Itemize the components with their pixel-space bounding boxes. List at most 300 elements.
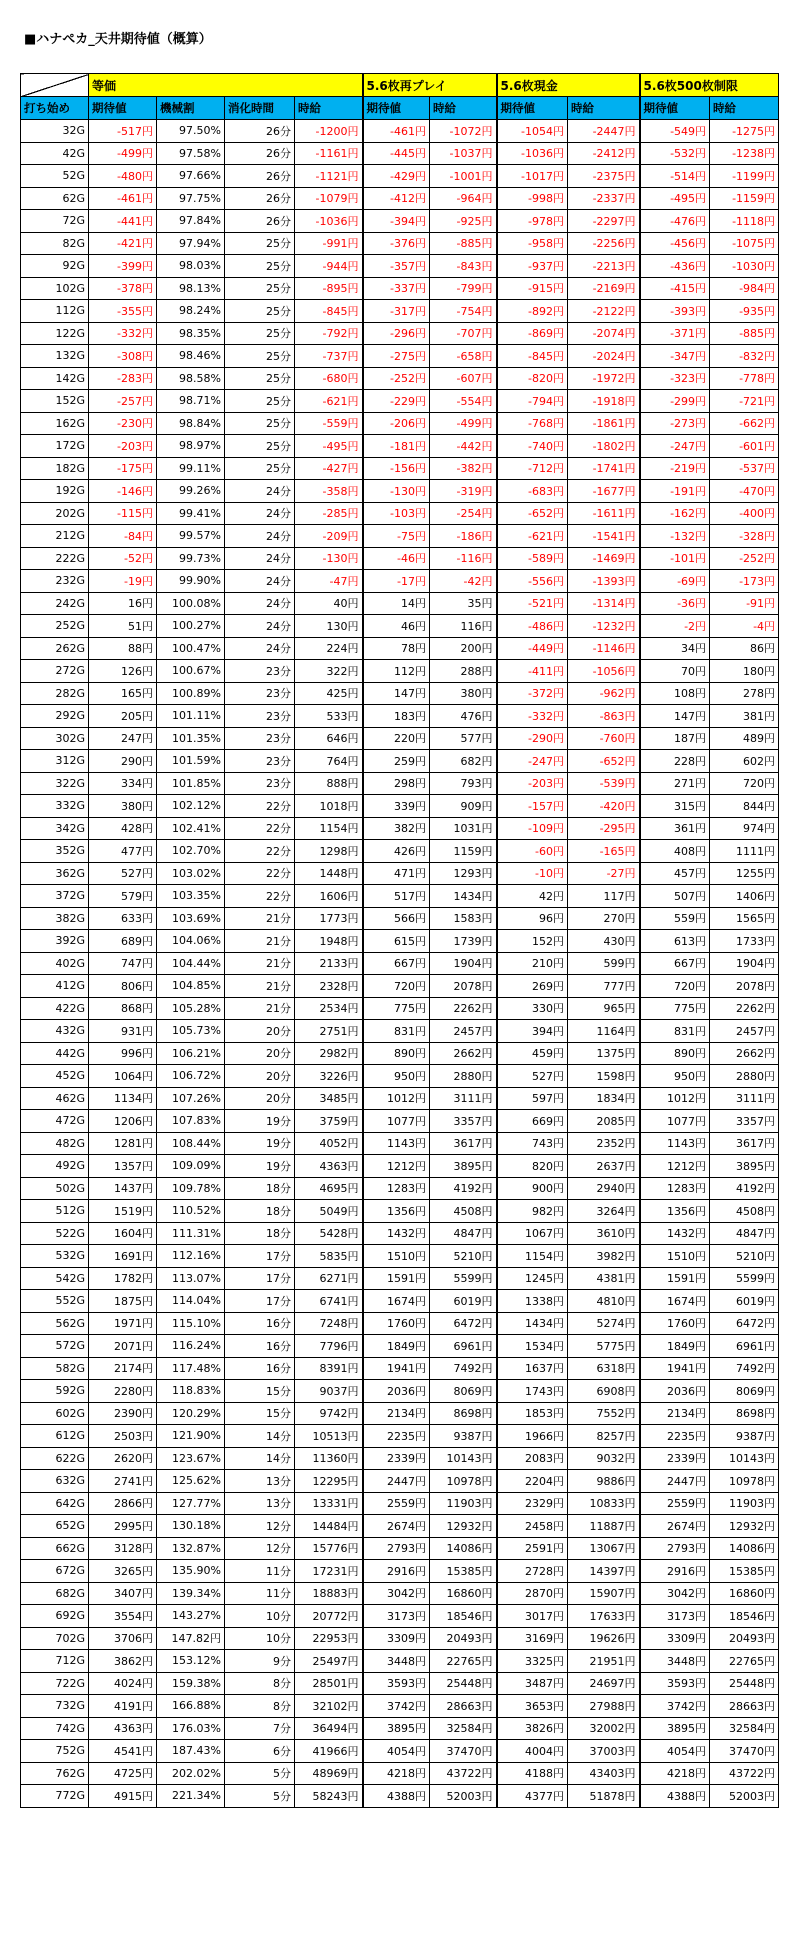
table-cell: 159.38% <box>157 1672 225 1695</box>
table-cell: 667円 <box>640 952 710 975</box>
table-cell: 6472円 <box>710 1312 779 1335</box>
table-cell: 103.35% <box>157 885 225 908</box>
table-cell: 259円 <box>363 750 430 773</box>
table-cell: 35円 <box>430 592 497 615</box>
table-cell: 2534円 <box>295 997 363 1020</box>
row-start-game-cell: 682G <box>21 1582 89 1605</box>
table-row <box>21 1717 779 1740</box>
table-cell: 210円 <box>497 952 568 975</box>
table-cell: 127.77% <box>157 1492 225 1515</box>
table-cell: 4725円 <box>89 1762 157 1785</box>
table-cell: -290円 <box>497 727 568 750</box>
table-cell: 7552円 <box>568 1402 640 1425</box>
table-cell: 115.10% <box>157 1312 225 1335</box>
table-cell: 4191円 <box>89 1695 157 1718</box>
table-cell: 1357円 <box>89 1155 157 1178</box>
table-cell: 667円 <box>363 952 430 975</box>
table-cell: 615円 <box>363 930 430 953</box>
row-start-game-cell: 572G <box>21 1335 89 1358</box>
table-row <box>21 1470 779 1493</box>
table-cell: 98.58% <box>157 367 225 390</box>
table-cell: -652円 <box>497 502 568 525</box>
table-cell: -2412円 <box>568 142 640 165</box>
table-cell: 1674円 <box>640 1290 710 1313</box>
table-row <box>21 1740 779 1763</box>
table-cell: 16分 <box>225 1312 295 1335</box>
table-cell: 32584円 <box>710 1717 779 1740</box>
table-cell: 1432円 <box>640 1222 710 1245</box>
table-row <box>21 457 779 480</box>
table-cell: -412円 <box>363 187 430 210</box>
table-cell: 8069円 <box>710 1380 779 1403</box>
row-start-game-cell: 202G <box>21 502 89 525</box>
table-cell: 24分 <box>225 592 295 615</box>
table-cell: 14円 <box>363 592 430 615</box>
table-cell: 13067円 <box>568 1537 640 1560</box>
table-row <box>21 165 779 188</box>
table-cell: 1154円 <box>497 1245 568 1268</box>
row-start-game-cell: 642G <box>21 1492 89 1515</box>
table-cell: -181円 <box>363 435 430 458</box>
table-cell: 775円 <box>640 997 710 1020</box>
table-cell: 11分 <box>225 1560 295 1583</box>
table-cell: 117円 <box>568 885 640 908</box>
table-cell: 165円 <box>89 682 157 705</box>
table-cell: 1012円 <box>640 1087 710 1110</box>
table-cell: 96円 <box>497 907 568 930</box>
row-start-game-cell: 332G <box>21 795 89 818</box>
table-cell: 533円 <box>295 705 363 728</box>
row-start-game-cell: 172G <box>21 435 89 458</box>
table-cell: 17分 <box>225 1245 295 1268</box>
table-cell: 3017円 <box>497 1605 568 1628</box>
table-cell: 110.52% <box>157 1200 225 1223</box>
table-cell: -36円 <box>640 592 710 615</box>
table-cell: 9886円 <box>568 1470 640 1493</box>
table-row <box>21 1200 779 1223</box>
table-cell: -449円 <box>497 637 568 660</box>
table-cell: 20493円 <box>710 1627 779 1650</box>
table-cell: 3617円 <box>430 1132 497 1155</box>
table-cell: 26分 <box>225 142 295 165</box>
column-header-row <box>21 97 779 120</box>
table-cell: 1674円 <box>363 1290 430 1313</box>
table-cell: 527円 <box>497 1065 568 1088</box>
table-cell: 1591円 <box>640 1267 710 1290</box>
table-cell: 3759円 <box>295 1110 363 1133</box>
table-cell: -754円 <box>430 300 497 323</box>
table-cell: 106.21% <box>157 1042 225 1065</box>
table-cell: 1591円 <box>363 1267 430 1290</box>
table-cell: -358円 <box>295 480 363 503</box>
row-start-game-cell: 312G <box>21 750 89 773</box>
table-cell: -998円 <box>497 187 568 210</box>
row-start-game-cell: 142G <box>21 367 89 390</box>
table-cell: 187円 <box>640 727 710 750</box>
table-cell: 1432円 <box>363 1222 430 1245</box>
table-row <box>21 1492 779 1515</box>
table-cell: 32584円 <box>430 1717 497 1740</box>
table-cell: -1314円 <box>568 592 640 615</box>
table-cell: 8391円 <box>295 1357 363 1380</box>
table-cell: 459円 <box>497 1042 568 1065</box>
table-cell: 123.67% <box>157 1447 225 1470</box>
table-cell: 361円 <box>640 817 710 840</box>
table-cell: -60円 <box>497 840 568 863</box>
table-cell: -2122円 <box>568 300 640 323</box>
table-cell: -1802円 <box>568 435 640 458</box>
table-row <box>21 1402 779 1425</box>
table-cell: -514円 <box>640 165 710 188</box>
table-cell: -273円 <box>640 412 710 435</box>
table-cell: 2591円 <box>497 1537 568 1560</box>
table-cell: -355円 <box>89 300 157 323</box>
row-start-game-cell: 242G <box>21 592 89 615</box>
table-cell: 1637円 <box>497 1357 568 1380</box>
table-cell: -252円 <box>710 547 779 570</box>
table-cell: 25分 <box>225 412 295 435</box>
table-cell: 1849円 <box>640 1335 710 1358</box>
group-header-equal: 等価 <box>89 74 363 97</box>
table-cell: -554円 <box>430 390 497 413</box>
table-cell: 152円 <box>497 930 568 953</box>
table-cell: 58243円 <box>295 1785 363 1808</box>
table-cell: 70円 <box>640 660 710 683</box>
table-cell: 11887円 <box>568 1515 640 1538</box>
table-cell: 147円 <box>363 682 430 705</box>
row-start-game-cell: 672G <box>21 1560 89 1583</box>
table-cell: -230円 <box>89 412 157 435</box>
table-cell: 99.90% <box>157 570 225 593</box>
table-cell: 5835円 <box>295 1245 363 1268</box>
table-cell: -394円 <box>363 210 430 233</box>
table-cell: 5274円 <box>568 1312 640 1335</box>
row-start-game-cell: 422G <box>21 997 89 1020</box>
table-row <box>21 187 779 210</box>
table-cell: -165円 <box>568 840 640 863</box>
row-start-game-cell: 562G <box>21 1312 89 1335</box>
table-cell: 10833円 <box>568 1492 640 1515</box>
table-cell: -357円 <box>363 255 430 278</box>
table-cell: 116.24% <box>157 1335 225 1358</box>
table-cell: 14397円 <box>568 1560 640 1583</box>
table-cell: 24697円 <box>568 1672 640 1695</box>
table-cell: 428円 <box>89 817 157 840</box>
table-cell: 3826円 <box>497 1717 568 1740</box>
table-cell: 380円 <box>430 682 497 705</box>
table-cell: 224円 <box>295 637 363 660</box>
table-row <box>21 322 779 345</box>
table-cell: 3042円 <box>640 1582 710 1605</box>
table-cell: -683円 <box>497 480 568 503</box>
table-cell: 3357円 <box>710 1110 779 1133</box>
table-cell: 4381円 <box>568 1267 640 1290</box>
table-cell: 2235円 <box>363 1425 430 1448</box>
table-cell: 205円 <box>89 705 157 728</box>
table-cell: 19分 <box>225 1110 295 1133</box>
table-cell: -47円 <box>295 570 363 593</box>
table-cell: 3173円 <box>640 1605 710 1628</box>
table-cell: 11360円 <box>295 1447 363 1470</box>
table-cell: 2447円 <box>640 1470 710 1493</box>
table-cell: 102.41% <box>157 817 225 840</box>
table-cell: 4004円 <box>497 1740 568 1763</box>
row-start-game-cell: 452G <box>21 1065 89 1088</box>
table-cell: 2662円 <box>710 1042 779 1065</box>
table-cell: -499円 <box>430 412 497 435</box>
table-cell: 21分 <box>225 997 295 1020</box>
table-cell: 22分 <box>225 862 295 885</box>
table-cell: 4052円 <box>295 1132 363 1155</box>
table-cell: -1036円 <box>497 142 568 165</box>
table-cell: 3706円 <box>89 1627 157 1650</box>
table-cell: 1437円 <box>89 1177 157 1200</box>
table-cell: 777円 <box>568 975 640 998</box>
table-cell: 125.62% <box>157 1470 225 1493</box>
table-cell: 793円 <box>430 772 497 795</box>
row-start-game-cell: 742G <box>21 1717 89 1740</box>
table-cell: 3128円 <box>89 1537 157 1560</box>
table-cell: 579円 <box>89 885 157 908</box>
table-cell: -1037円 <box>430 142 497 165</box>
table-cell: -229円 <box>363 390 430 413</box>
table-cell: -209円 <box>295 525 363 548</box>
table-cell: -332円 <box>497 705 568 728</box>
table-cell: 1971円 <box>89 1312 157 1335</box>
table-cell: 3485円 <box>295 1087 363 1110</box>
table-cell: 1356円 <box>640 1200 710 1223</box>
table-cell: -937円 <box>497 255 568 278</box>
table-cell: -254円 <box>430 502 497 525</box>
table-cell: 180円 <box>710 660 779 683</box>
table-cell: -317円 <box>363 300 430 323</box>
table-cell: 613円 <box>640 930 710 953</box>
table-cell: 1941円 <box>363 1357 430 1380</box>
table-row <box>21 1357 779 1380</box>
table-cell: 4508円 <box>430 1200 497 1223</box>
row-start-game-cell: 152G <box>21 390 89 413</box>
table-cell: 20分 <box>225 1087 295 1110</box>
table-cell: -845円 <box>295 300 363 323</box>
table-cell: 100.08% <box>157 592 225 615</box>
table-cell: 1606円 <box>295 885 363 908</box>
table-cell: -109円 <box>497 817 568 840</box>
column-header-hourly: 時給 <box>430 97 497 120</box>
table-cell: -52円 <box>89 547 157 570</box>
table-cell: 22953円 <box>295 1627 363 1650</box>
table-cell: -296円 <box>363 322 430 345</box>
table-cell: 3264円 <box>568 1200 640 1223</box>
table-cell: 105.28% <box>157 997 225 1020</box>
table-cell: 98.35% <box>157 322 225 345</box>
table-cell: 132.87% <box>157 1537 225 1560</box>
table-cell: 290円 <box>89 750 157 773</box>
table-cell: -621円 <box>295 390 363 413</box>
table-cell: 477円 <box>89 840 157 863</box>
table-cell: 1875円 <box>89 1290 157 1313</box>
table-cell: 86円 <box>710 637 779 660</box>
table-cell: 20分 <box>225 1065 295 1088</box>
table-cell: 3357円 <box>430 1110 497 1133</box>
table-row <box>21 502 779 525</box>
table-cell: -1541円 <box>568 525 640 548</box>
table-cell: 100.47% <box>157 637 225 660</box>
table-cell: 26分 <box>225 210 295 233</box>
table-cell: 8698円 <box>430 1402 497 1425</box>
table-cell: 4188円 <box>497 1762 568 1785</box>
row-start-game-cell: 382G <box>21 907 89 930</box>
diagonal-corner-cell <box>21 74 89 97</box>
row-start-game-cell: 272G <box>21 660 89 683</box>
table-cell: 965円 <box>568 997 640 1020</box>
table-cell: 271円 <box>640 772 710 795</box>
table-cell: 2036円 <box>640 1380 710 1403</box>
row-start-game-cell: 362G <box>21 862 89 885</box>
table-cell: 52003円 <box>710 1785 779 1808</box>
table-cell: 13331円 <box>295 1492 363 1515</box>
table-cell: -2375円 <box>568 165 640 188</box>
table-cell: 27988円 <box>568 1695 640 1718</box>
table-cell: -219円 <box>640 457 710 480</box>
table-cell: -964円 <box>430 187 497 210</box>
table-cell: 1206円 <box>89 1110 157 1133</box>
table-cell: 270円 <box>568 907 640 930</box>
table-cell: 3325円 <box>497 1650 568 1673</box>
table-cell: 24分 <box>225 615 295 638</box>
table-cell: -737円 <box>295 345 363 368</box>
table-cell: 1448円 <box>295 862 363 885</box>
table-cell: 23分 <box>225 682 295 705</box>
table-row <box>21 1695 779 1718</box>
table-cell: 2339円 <box>363 1447 430 1470</box>
table-cell: 1519円 <box>89 1200 157 1223</box>
table-cell: -162円 <box>640 502 710 525</box>
row-start-game-cell: 632G <box>21 1470 89 1493</box>
table-cell: -1741円 <box>568 457 640 480</box>
table-cell: -2024円 <box>568 345 640 368</box>
table-cell: 1510円 <box>640 1245 710 1268</box>
table-cell: -456円 <box>640 232 710 255</box>
table-cell: 11分 <box>225 1582 295 1605</box>
table-cell: -792円 <box>295 322 363 345</box>
table-cell: -157円 <box>497 795 568 818</box>
group-header-56-500-limit: 5.6枚500枚制限 <box>640 74 779 97</box>
table-cell: 17231円 <box>295 1560 363 1583</box>
table-cell: 1077円 <box>363 1110 430 1133</box>
table-cell: -372円 <box>497 682 568 705</box>
table-cell: 37470円 <box>430 1740 497 1763</box>
table-cell: 2262円 <box>710 997 779 1020</box>
table-cell: 16860円 <box>430 1582 497 1605</box>
table-cell: -2297円 <box>568 210 640 233</box>
row-start-game-cell: 432G <box>21 1020 89 1043</box>
table-cell: 103.02% <box>157 862 225 885</box>
table-cell: 2133円 <box>295 952 363 975</box>
table-cell: 6318円 <box>568 1357 640 1380</box>
table-cell: -442円 <box>430 435 497 458</box>
table-cell: 394円 <box>497 1020 568 1043</box>
table-cell: 25分 <box>225 255 295 278</box>
table-cell: -843円 <box>430 255 497 278</box>
table-cell: -203円 <box>497 772 568 795</box>
table-cell: 1245円 <box>497 1267 568 1290</box>
table-cell: -1118円 <box>710 210 779 233</box>
table-cell: -707円 <box>430 322 497 345</box>
row-start-game-cell: 62G <box>21 187 89 210</box>
table-cell: 139.34% <box>157 1582 225 1605</box>
table-cell: 16分 <box>225 1335 295 1358</box>
table-cell: 3982円 <box>568 1245 640 1268</box>
table-cell: 2916円 <box>363 1560 430 1583</box>
table-cell: 32102円 <box>295 1695 363 1718</box>
row-start-game-cell: 462G <box>21 1087 89 1110</box>
table-cell: 12分 <box>225 1537 295 1560</box>
table-cell: 6472円 <box>430 1312 497 1335</box>
table-cell: 1283円 <box>363 1177 430 1200</box>
table-cell: 15385円 <box>430 1560 497 1583</box>
table-cell: 98.46% <box>157 345 225 368</box>
table-cell: 17分 <box>225 1267 295 1290</box>
table-cell: 17分 <box>225 1290 295 1313</box>
table-cell: 12932円 <box>710 1515 779 1538</box>
table-cell: -1001円 <box>430 165 497 188</box>
table-cell: 315円 <box>640 795 710 818</box>
table-cell: 106.72% <box>157 1065 225 1088</box>
table-cell: 46円 <box>363 615 430 638</box>
table-cell: -328円 <box>710 525 779 548</box>
table-cell: -42円 <box>430 570 497 593</box>
table-cell: -27円 <box>568 862 640 885</box>
table-cell: 7492円 <box>430 1357 497 1380</box>
table-cell: 18分 <box>225 1222 295 1245</box>
table-cell: -978円 <box>497 210 568 233</box>
table-cell: 100.27% <box>157 615 225 638</box>
table-cell: 489円 <box>710 727 779 750</box>
table-row <box>21 1380 779 1403</box>
table-cell: 831円 <box>363 1020 430 1043</box>
table-cell: -69円 <box>640 570 710 593</box>
table-cell: 14086円 <box>430 1537 497 1560</box>
table-cell: 1012円 <box>363 1087 430 1110</box>
table-row <box>21 975 779 998</box>
table-cell: -275円 <box>363 345 430 368</box>
row-start-game-cell: 702G <box>21 1627 89 1650</box>
table-cell: 12295円 <box>295 1470 363 1493</box>
group-header-56-cash: 5.6枚現金 <box>497 74 640 97</box>
table-row <box>21 1447 779 1470</box>
table-cell: 5049円 <box>295 1200 363 1223</box>
table-cell: 3265円 <box>89 1560 157 1583</box>
table-cell: 806円 <box>89 975 157 998</box>
table-cell: 112円 <box>363 660 430 683</box>
table-cell: -2447円 <box>568 120 640 143</box>
table-cell: 1510円 <box>363 1245 430 1268</box>
table-cell: -2213円 <box>568 255 640 278</box>
row-start-game-cell: 602G <box>21 1402 89 1425</box>
table-cell: 298円 <box>363 772 430 795</box>
table-cell: 99.73% <box>157 547 225 570</box>
table-cell: 126円 <box>89 660 157 683</box>
table-cell: 101.11% <box>157 705 225 728</box>
table-cell: 1760円 <box>363 1312 430 1335</box>
table-cell: -680円 <box>295 367 363 390</box>
table-cell: 2083円 <box>497 1447 568 1470</box>
row-start-game-cell: 292G <box>21 705 89 728</box>
table-cell: 24分 <box>225 525 295 548</box>
row-start-game-cell: 662G <box>21 1537 89 1560</box>
table-cell: 228円 <box>640 750 710 773</box>
table-row <box>21 277 779 300</box>
